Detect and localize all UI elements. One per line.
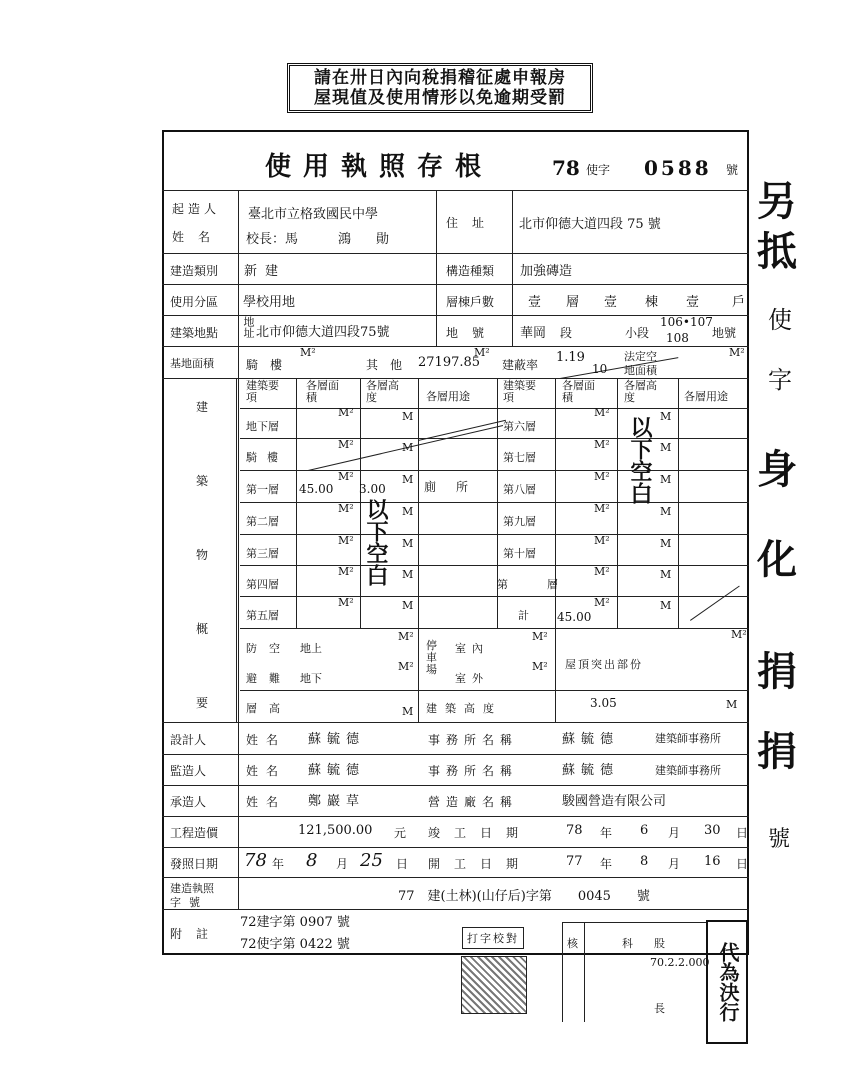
structure-label: 構造種類	[446, 264, 495, 278]
base-area-label: 基地面積	[170, 357, 214, 370]
ceiling-unit: M	[402, 705, 414, 718]
designer-office-label: 事務所名稱	[428, 733, 519, 747]
other-area-unit: M²	[474, 346, 490, 359]
site-small-label: 地址	[242, 316, 255, 338]
parking-outdoor: 室外	[455, 672, 489, 685]
contractor-label: 承造人	[170, 795, 207, 809]
unit-m: M	[660, 410, 672, 423]
floors-v4: 棟	[645, 295, 659, 310]
hdr-item-right: 建築要項	[503, 379, 536, 404]
designer-name: 蘇毓德	[308, 732, 366, 747]
other-label: 其他	[366, 358, 415, 372]
contractor-firm: 駿國營造有限公司	[562, 794, 667, 809]
contractor-name: 鄭巖草	[308, 794, 366, 809]
margin-char-3: 使	[768, 306, 792, 334]
row-basement: 地下層	[246, 420, 279, 433]
row-floor-4: 第四層	[246, 578, 279, 591]
lot-suffix: 地號	[712, 326, 737, 340]
row-floor-5: 第五層	[246, 609, 279, 622]
hdr-height-right: 各層高度	[624, 379, 657, 404]
row-floor-7: 第七層	[503, 451, 536, 464]
other-area-value: 27197.85	[418, 355, 481, 370]
unit-m: M	[660, 537, 672, 550]
hdr-use-right: 各層用途	[684, 390, 728, 403]
row-total: 計	[518, 609, 529, 622]
unit-m2: M²	[594, 565, 610, 578]
floors-v1: 壹	[528, 295, 542, 310]
floor-1-height: 3.00	[359, 482, 386, 496]
cost-label: 工程造價	[170, 826, 219, 840]
hdr-area-left: 各層面積	[306, 379, 339, 404]
check-col-4: 長	[654, 1002, 665, 1015]
floor-1-area: 45.00	[299, 482, 334, 496]
build-type-label: 建造類別	[170, 264, 219, 278]
issue-day-label: 日	[396, 857, 409, 871]
zoning-label: 使用分區	[170, 295, 219, 309]
builder-label: 起造人	[172, 202, 221, 216]
roof-unit: M²	[731, 628, 747, 641]
floors-v6: 戶	[732, 295, 746, 310]
unit-m2: M²	[338, 502, 354, 515]
lot-numbers-2: 108	[666, 331, 689, 345]
contractor-name-label: 姓名	[246, 795, 287, 809]
blank-marker-right: 以下空白	[627, 416, 653, 504]
roof-label: 屋頂突出部份	[565, 658, 643, 671]
margin-char-5: 身	[757, 446, 797, 493]
supervisor-office-suffix: 建築師事務所	[655, 764, 721, 777]
supervisor-label: 監造人	[170, 764, 207, 778]
permit-label-1: 建造執照	[170, 882, 214, 895]
approval-stamp: 代為決行	[706, 920, 748, 1044]
parking-outdoor-unit: M²	[532, 660, 548, 673]
designer-office: 蘇毓德	[562, 732, 620, 747]
builder-person-3: 勛	[376, 232, 390, 247]
unit-m2: M²	[338, 596, 354, 609]
bheight-unit: M	[726, 698, 738, 711]
permit-suffix: 號	[726, 163, 739, 177]
arcade-label: 騎樓	[246, 358, 295, 372]
unit-m2: M²	[338, 565, 354, 578]
floors-v5: 壹	[686, 295, 700, 310]
bheight-label: 建築高度	[426, 702, 502, 715]
shelter-label: 防空	[246, 642, 292, 655]
shelter-above-label: 地上	[300, 642, 322, 655]
unit-m2: M²	[338, 470, 354, 483]
designer-label: 設計人	[170, 733, 207, 747]
unit-m2: M²	[338, 438, 354, 451]
supervisor-office-label: 事務所名稱	[428, 764, 519, 778]
margin-char-4: 字	[768, 366, 792, 394]
unit-m: M	[402, 599, 414, 612]
margin-char-2: 抵	[757, 228, 797, 275]
margin-char-1: 另	[757, 178, 797, 225]
start-month: 8	[640, 854, 649, 869]
unit-m: M	[402, 441, 414, 454]
margin-char-7: 捐	[757, 648, 797, 695]
check-col-1: 核	[567, 937, 578, 950]
space-label-2: 地面積	[624, 364, 657, 377]
shelter-below-label: 地下	[300, 672, 322, 685]
floor-1-use: 廁所	[424, 480, 489, 494]
row-floor-9: 第九層	[503, 515, 536, 528]
supervisor-name: 蘇毓德	[308, 763, 366, 778]
row-arcade: 騎樓	[246, 451, 288, 464]
margin-char-9: 號	[768, 827, 791, 852]
zoning-value: 學校用地	[243, 295, 296, 310]
hdr-use-left: 各層用途	[426, 390, 470, 403]
address-label: 住址	[446, 216, 499, 230]
ratio-value: 1.19	[556, 350, 585, 365]
parking-label: 停車場	[426, 639, 437, 676]
unit-m: M	[402, 505, 414, 518]
completion-month-label: 月	[668, 826, 681, 840]
unit-m2: M²	[594, 438, 610, 451]
side-char-2: 築	[196, 474, 209, 488]
issue-year: 78	[244, 850, 267, 871]
issue-year-label: 年	[272, 857, 285, 871]
row-floor-6: 第六層	[503, 420, 536, 433]
permit-year: 78	[552, 156, 580, 180]
unit-m2: M²	[594, 534, 610, 547]
unit-m: M	[660, 599, 672, 612]
cost-unit: 元	[394, 826, 407, 840]
unit-m: M	[660, 441, 672, 454]
permit-prefix: 使字	[586, 163, 611, 177]
contractor-firm-label: 營造廠名稱	[428, 795, 519, 809]
unit-m2: M²	[338, 534, 354, 547]
evac-label: 避難	[246, 672, 292, 685]
parking-indoor: 室內	[455, 642, 489, 655]
unit-m2: M²	[594, 406, 610, 419]
completion-year: 78	[566, 823, 583, 838]
seal-stamp	[461, 956, 527, 1014]
lot-numbers-1: 106•107	[660, 315, 713, 329]
permit-number: 0588	[644, 156, 712, 180]
cost-value: 121,500.00	[298, 823, 373, 838]
hdr-height-left: 各層高度	[366, 379, 399, 404]
floors-label: 層棟戶數	[446, 295, 495, 309]
build-type-value: 新建	[244, 264, 287, 279]
side-char-4: 概	[196, 622, 209, 636]
unit-m: M	[402, 568, 414, 581]
note-line-1: 72建字第 0907 號	[240, 915, 350, 930]
note-label: 附註	[170, 927, 223, 941]
shelter-below-unit: M²	[398, 660, 414, 673]
unit-m2: M²	[338, 406, 354, 419]
start-year: 77	[566, 854, 583, 869]
unit-m2: M²	[594, 502, 610, 515]
start-label: 開工日期	[428, 857, 533, 871]
row-floor-3: 第三層	[246, 547, 279, 560]
unit-m2: M²	[594, 596, 610, 609]
side-char-3: 物	[196, 548, 209, 562]
completion-year-label: 年	[600, 826, 613, 840]
start-year-label: 年	[600, 857, 613, 871]
site-label: 建築地點	[170, 326, 219, 340]
space-unit: M²	[729, 346, 745, 359]
supervisor-office: 蘇毓德	[562, 763, 620, 778]
issue-month: 8	[306, 850, 318, 871]
floors-v3: 壹	[604, 295, 618, 310]
unit-m2: M²	[594, 470, 610, 483]
row-floor-10: 第十層	[503, 547, 536, 560]
builder-person-2: 鴻	[338, 232, 352, 247]
row-floor-n: 第 層	[497, 578, 572, 591]
form-title: 使用執照存根	[265, 152, 494, 182]
supervisor-name-label: 姓名	[246, 764, 287, 778]
unit-m: M	[660, 505, 672, 518]
lot-label: 地號	[446, 326, 499, 340]
lot-section: 華岡	[520, 326, 547, 341]
ratio-label: 建蔽率	[502, 358, 539, 372]
designer-office-suffix: 建築師事務所	[655, 732, 721, 745]
proofread-label: 打字校對	[462, 927, 524, 949]
unit-m: M	[402, 537, 414, 550]
unit-m: M	[402, 410, 414, 423]
completion-month: 6	[640, 823, 649, 838]
check-col-2: 科	[622, 937, 633, 950]
arcade-unit: M²	[300, 346, 316, 359]
note-line-2: 72使字第 0422 號	[240, 937, 350, 952]
hdr-area-right: 各層面積	[562, 379, 595, 404]
builder-person: 校長：馬	[246, 232, 299, 247]
builder-org: 臺北市立格致國民中學	[248, 207, 379, 222]
margin-char-8: 捐	[757, 728, 797, 775]
total-area: 45.00	[557, 610, 592, 624]
hdr-item-left: 建築要項	[246, 379, 279, 404]
margin-char-6: 化	[757, 536, 797, 583]
structure-value: 加強磚造	[520, 264, 573, 279]
unit-m: M	[660, 568, 672, 581]
completion-label: 竣工日期	[428, 826, 533, 840]
ratio-denominator: 10	[592, 362, 608, 376]
row-floor-8: 第八層	[503, 483, 536, 496]
designer-name-label: 姓名	[246, 733, 287, 747]
check-col-3: 股	[654, 937, 665, 950]
ceiling-label: 層高	[246, 702, 292, 715]
permit-label-2: 字號	[170, 896, 208, 909]
lot-seg: 段	[560, 326, 573, 340]
row-floor-1: 第一層	[246, 483, 279, 496]
site-address: 北市仰德大道四段75號	[256, 325, 390, 340]
blank-marker-left: 以下空白	[363, 498, 389, 586]
unit-m: M	[660, 473, 672, 486]
notice-box	[287, 63, 593, 113]
start-day: 16	[704, 854, 721, 869]
issue-day: 25	[360, 850, 383, 871]
bheight-value: 3.05	[590, 696, 617, 710]
shelter-above-unit: M²	[398, 630, 414, 643]
issue-month-label: 月	[336, 857, 349, 871]
issue-label: 發照日期	[170, 857, 219, 871]
permit-text: 77 建(土林)(山仔后)字第 0045 號	[398, 889, 650, 904]
completion-day-label: 日	[736, 826, 749, 840]
builder-name-label: 姓名	[172, 230, 225, 244]
start-month-label: 月	[668, 857, 681, 871]
unit-m: M	[402, 473, 414, 486]
side-char-1: 建	[196, 400, 209, 414]
stamp-date: 70.2.2.000	[650, 956, 710, 969]
address-value: 北市仰德大道四段 75 號	[519, 217, 661, 232]
parking-indoor-unit: M²	[532, 630, 548, 643]
start-day-label: 日	[736, 857, 749, 871]
notice-line-2: 屋現值及使用情形以免逾期受罰	[314, 88, 566, 108]
floors-v2: 層	[566, 295, 580, 310]
lot-small-seg: 小段	[625, 326, 650, 340]
completion-day: 30	[704, 823, 721, 838]
row-floor-2: 第二層	[246, 515, 279, 528]
notice-line-1: 請在卅日內向稅捐稽征處申報房	[314, 68, 566, 88]
side-char-5: 要	[196, 696, 209, 710]
space-label-1: 法定空	[624, 350, 657, 363]
